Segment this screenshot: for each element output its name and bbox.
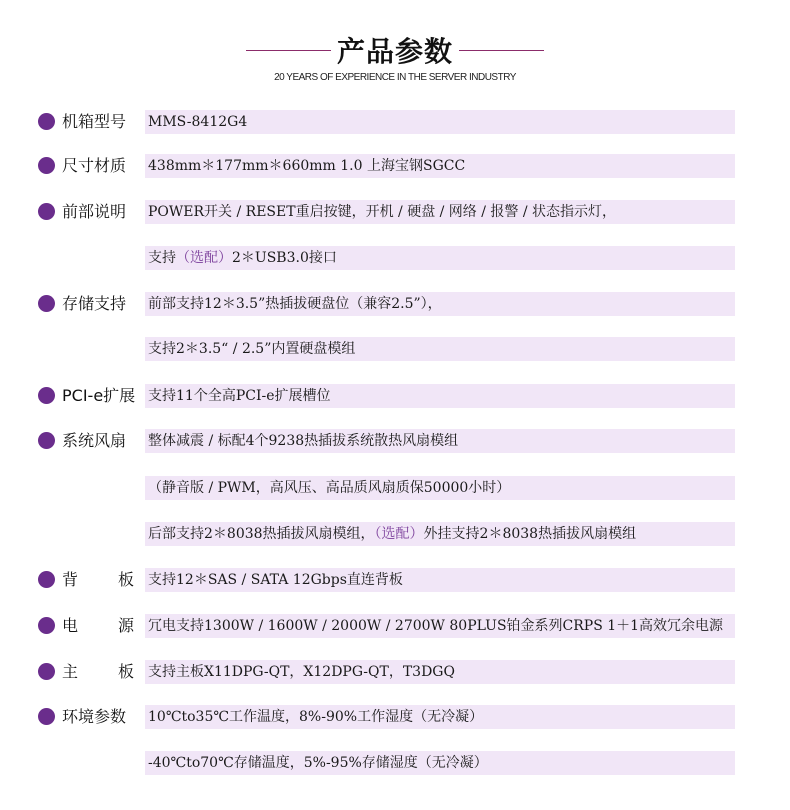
optional-tag: （选配）	[374, 526, 424, 542]
bullet-icon	[38, 387, 55, 404]
spec-value: 支持12＊SAS / SATA 12Gbps直连背板	[148, 572, 403, 588]
spec-label-char: 源	[117, 616, 134, 635]
spec-row-continuation	[0, 337, 790, 361]
spec-label: PCI-e扩展	[62, 386, 136, 405]
spec-value	[148, 522, 636, 546]
bullet-icon	[38, 295, 55, 312]
spec-label-char: 板	[117, 662, 134, 681]
spec-value-part: 支持	[148, 250, 176, 266]
bullet-icon	[38, 571, 55, 588]
bullet-icon	[38, 663, 55, 680]
spec-value: POWER开关 / RESET重启按键，开机 / 硬盘 / 网络 / 报警 / 状态指示灯，	[148, 204, 617, 220]
spec-label	[62, 615, 134, 637]
page-title: 产品参数	[336, 35, 453, 68]
spec-row-continuation	[0, 476, 790, 500]
bullet-icon	[38, 203, 55, 220]
bullet-icon	[38, 113, 55, 130]
spec-row	[0, 429, 790, 453]
spec-row	[0, 614, 790, 638]
spec-row	[0, 660, 790, 684]
spec-value: 冗电支持1300W / 1600W / 2000W / 2700W 80PLUS铂金系列CRPS 1＋1高效冗余电源	[148, 618, 724, 634]
bullet-icon	[38, 432, 55, 449]
spec-row	[0, 568, 790, 592]
spec-label	[62, 661, 134, 683]
spec-label-char: 电	[62, 616, 79, 635]
spec-label-char: 背	[62, 570, 79, 589]
optional-tag: （选配）	[176, 250, 232, 266]
spec-value: （静音版 / PWM，高风压、高品质风扇质保50000小时）	[148, 480, 511, 496]
spec-row-continuation	[0, 522, 790, 546]
spec-label-char: 主	[62, 662, 79, 681]
spec-row	[0, 292, 790, 316]
spec-value: 438mm＊177mm＊660mm 1.0 上海宝钢SGCC	[148, 158, 466, 174]
spec-value-part: 外挂支持2＊8038热插拔风扇模组	[423, 526, 637, 542]
spec-value-part: 后部支持2＊8038热插拔风扇模组，	[148, 526, 375, 542]
spec-value: 10℃to35℃工作温度，8%-90%工作湿度（无冷凝）	[148, 709, 484, 725]
spec-value: 支持11个全高PCI-e扩展槽位	[148, 388, 331, 404]
bullet-icon	[38, 708, 55, 725]
spec-row-continuation	[0, 751, 790, 775]
spec-row	[0, 110, 790, 134]
spec-label: 系统风扇	[62, 431, 127, 450]
spec-label: 机箱型号	[62, 112, 127, 131]
spec-value: 前部支持12＊3.5”热插拔硬盘位（兼容2.5”），	[148, 296, 442, 312]
spec-label: 尺寸材质	[62, 156, 127, 175]
spec-value: 支持主板X11DPG-QT，X12DPG-QT，T3DGQ	[148, 664, 455, 680]
spec-value	[148, 246, 337, 270]
spec-value-part: 2＊USB3.0接口	[232, 250, 337, 266]
spec-row	[0, 200, 790, 224]
spec-label: 前部说明	[62, 202, 127, 221]
spec-value: 支持2＊3.5“ / 2.5”内置硬盘模组	[148, 341, 356, 357]
spec-value: -40℃to70℃存储温度，5%-95%存储湿度（无冷凝）	[148, 755, 488, 771]
spec-row	[0, 705, 790, 729]
spec-row-continuation	[0, 246, 790, 270]
spec-value: 整体减震 / 标配4个9238热插拔系统散热风扇模组	[148, 433, 459, 449]
spec-row	[0, 384, 790, 408]
spec-label-char: 板	[117, 570, 134, 589]
spec-label: 存储支持	[62, 294, 127, 313]
spec-value: MMS-8412G4	[148, 114, 248, 130]
page-subtitle: 20 YEARS OF EXPERIENCE IN THE SERVER INDUSTRY	[274, 72, 516, 83]
bullet-icon	[38, 157, 55, 174]
spec-row	[0, 154, 790, 178]
spec-label: 环境参数	[62, 707, 127, 726]
bullet-icon	[38, 617, 55, 634]
spec-label	[62, 569, 134, 591]
